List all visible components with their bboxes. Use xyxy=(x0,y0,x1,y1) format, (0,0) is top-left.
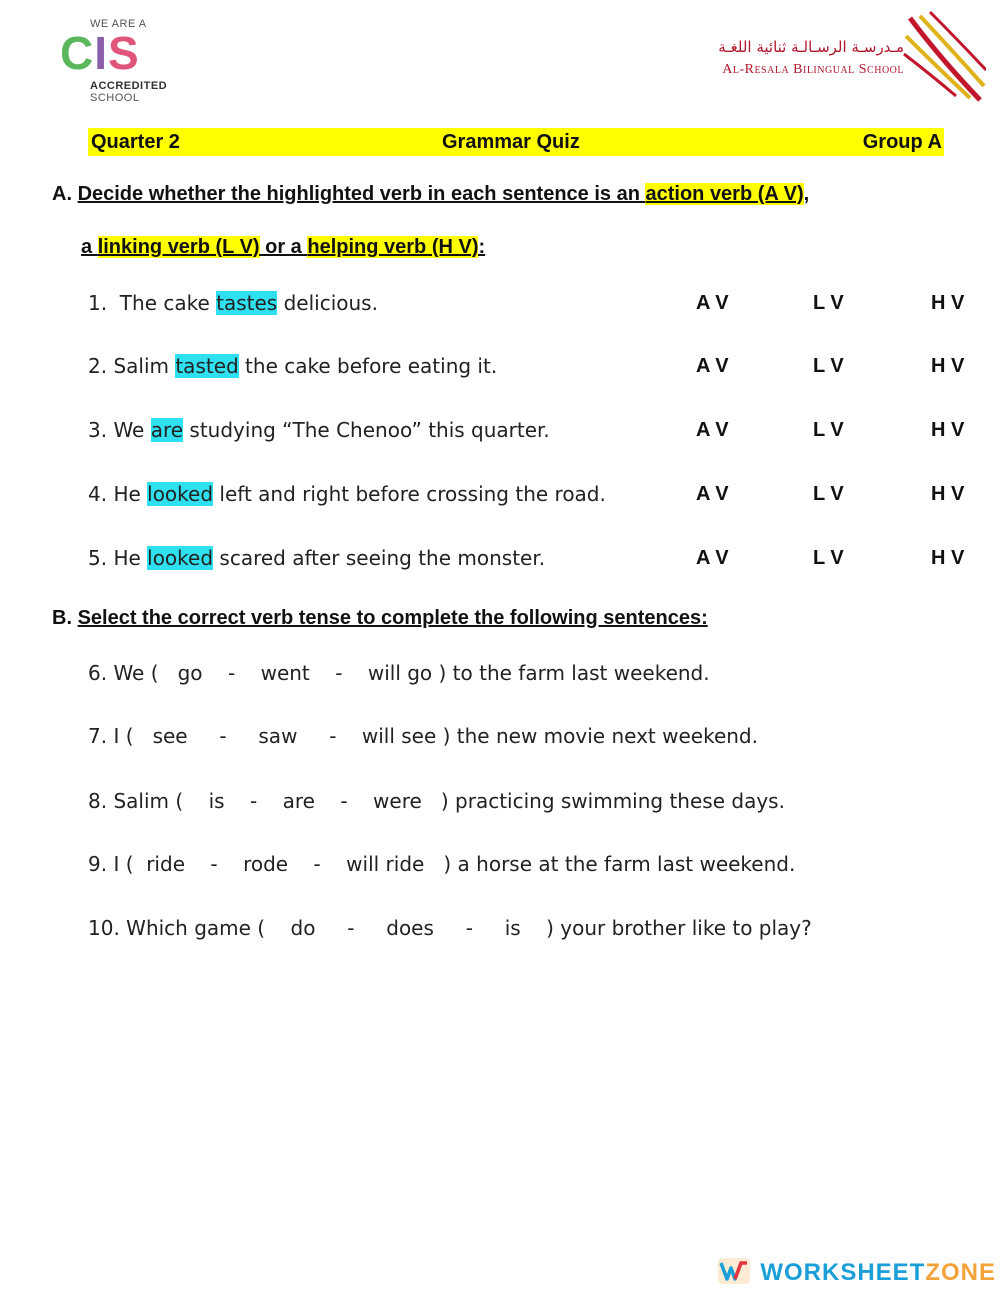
section-a-line2-mid: or a xyxy=(259,236,308,258)
title-group: Group A xyxy=(862,131,942,153)
tense-question-row[interactable]: 8. Salim ( is - are - were ) practicing swimming these days. xyxy=(88,789,785,813)
cis-logo xyxy=(60,18,167,104)
question-text: 5. He xyxy=(88,546,148,570)
cis-accredited-text: ACCREDITED xyxy=(90,80,168,92)
answer-option-hv[interactable]: H V xyxy=(931,292,965,314)
section-a-heading-line1 xyxy=(52,183,809,206)
answer-option-hv[interactable]: H V xyxy=(931,419,965,441)
school-name-arabic: مـدرسـة الرسـالـة ثنائية اللغـة xyxy=(718,38,904,56)
cis-top-text: WE ARE A xyxy=(90,18,147,30)
school-name-english: Al-Resala Bilingual School xyxy=(722,62,904,77)
question-text: left and right before crossing the road. xyxy=(213,482,606,506)
linking-verb-label: linking verb (L V) xyxy=(97,236,260,258)
answer-option-hv[interactable]: H V xyxy=(931,355,965,377)
brand-zone: ZONE xyxy=(925,1259,996,1286)
cis-letters xyxy=(60,27,167,79)
school-emblem-icon xyxy=(900,8,986,104)
highlighted-verb: looked xyxy=(147,546,214,570)
question-text: 2. Salim xyxy=(88,354,176,378)
highlighted-verb: are xyxy=(150,418,184,442)
question-text: scared after seeing the monster. xyxy=(213,546,546,570)
question-row xyxy=(88,482,606,506)
question-text: studying “The Chenoo” this quarter. xyxy=(183,418,550,442)
tense-question-row[interactable]: 10. Which game ( do - does - is ) your brother like to play? xyxy=(88,916,812,940)
section-a-line2 xyxy=(81,236,485,258)
section-b-heading xyxy=(52,607,708,630)
question-text: 1. The cake xyxy=(88,291,217,315)
cis-letter-i: I xyxy=(94,27,109,79)
cis-letter-c: C xyxy=(60,27,95,79)
section-a-text xyxy=(78,183,810,205)
question-text: 4. He xyxy=(88,482,148,506)
tense-question-row[interactable]: 6. We ( go - went - will go ) to the farm last weekend. xyxy=(88,661,710,685)
helping-verb-label: helping verb (H V) xyxy=(307,236,479,258)
question-row xyxy=(88,291,378,315)
answer-option-av[interactable]: A V xyxy=(696,483,729,505)
answer-option-lv[interactable]: L V xyxy=(813,547,844,569)
cis-letter-s: S xyxy=(108,27,140,79)
title-quarter: Quarter 2 xyxy=(91,131,180,153)
section-b-text: Select the correct verb tense to complete the following sentences: xyxy=(77,607,708,629)
question-text: delicious. xyxy=(277,291,378,315)
question-text: the cake before eating it. xyxy=(238,354,498,378)
worksheetzone-brand xyxy=(718,1258,996,1287)
highlighted-verb: tastes xyxy=(216,291,278,315)
answer-option-av[interactable]: A V xyxy=(696,419,729,441)
answer-option-av[interactable]: A V xyxy=(696,355,729,377)
title-quiz: Grammar Quiz xyxy=(442,131,580,153)
answer-option-av[interactable]: A V xyxy=(696,547,729,569)
title-bar xyxy=(88,128,944,156)
question-text: 3. We xyxy=(88,418,151,442)
school-logo xyxy=(690,38,904,78)
section-a-line1-pre: Decide whether the highlighted verb in each sentence is an xyxy=(77,183,646,205)
section-a-line2-post: : xyxy=(478,236,486,258)
section-b-letter: B. xyxy=(52,607,72,629)
highlighted-verb: looked xyxy=(147,482,214,506)
answer-option-av[interactable]: A V xyxy=(696,292,729,314)
section-a-line2-pre: a xyxy=(81,236,98,258)
answer-option-lv[interactable]: L V xyxy=(813,483,844,505)
action-verb-label: action verb (A V) xyxy=(645,183,804,205)
answer-option-hv[interactable]: H V xyxy=(931,483,965,505)
section-a-letter: A. xyxy=(52,183,72,205)
answer-option-hv[interactable]: H V xyxy=(931,547,965,569)
highlighted-verb: tasted xyxy=(175,354,239,378)
section-a-line1-post: , xyxy=(803,183,810,205)
question-row xyxy=(88,354,497,378)
answer-option-lv[interactable]: L V xyxy=(813,419,844,441)
tense-question-row[interactable]: 9. I ( ride - rode - will ride ) a horse at the farm last weekend. xyxy=(88,852,796,876)
tense-question-row[interactable]: 7. I ( see - saw - will see ) the new movie next weekend. xyxy=(88,724,758,748)
worksheetzone-w-icon xyxy=(718,1258,750,1284)
question-row xyxy=(88,546,545,570)
brand-worksheet: WORKSHEET xyxy=(760,1259,926,1286)
section-a-heading-line2 xyxy=(81,236,485,259)
question-row xyxy=(88,418,550,442)
answer-option-lv[interactable]: L V xyxy=(813,355,844,377)
cis-school-text: SCHOOL xyxy=(90,92,140,104)
answer-option-lv[interactable]: L V xyxy=(813,292,844,314)
